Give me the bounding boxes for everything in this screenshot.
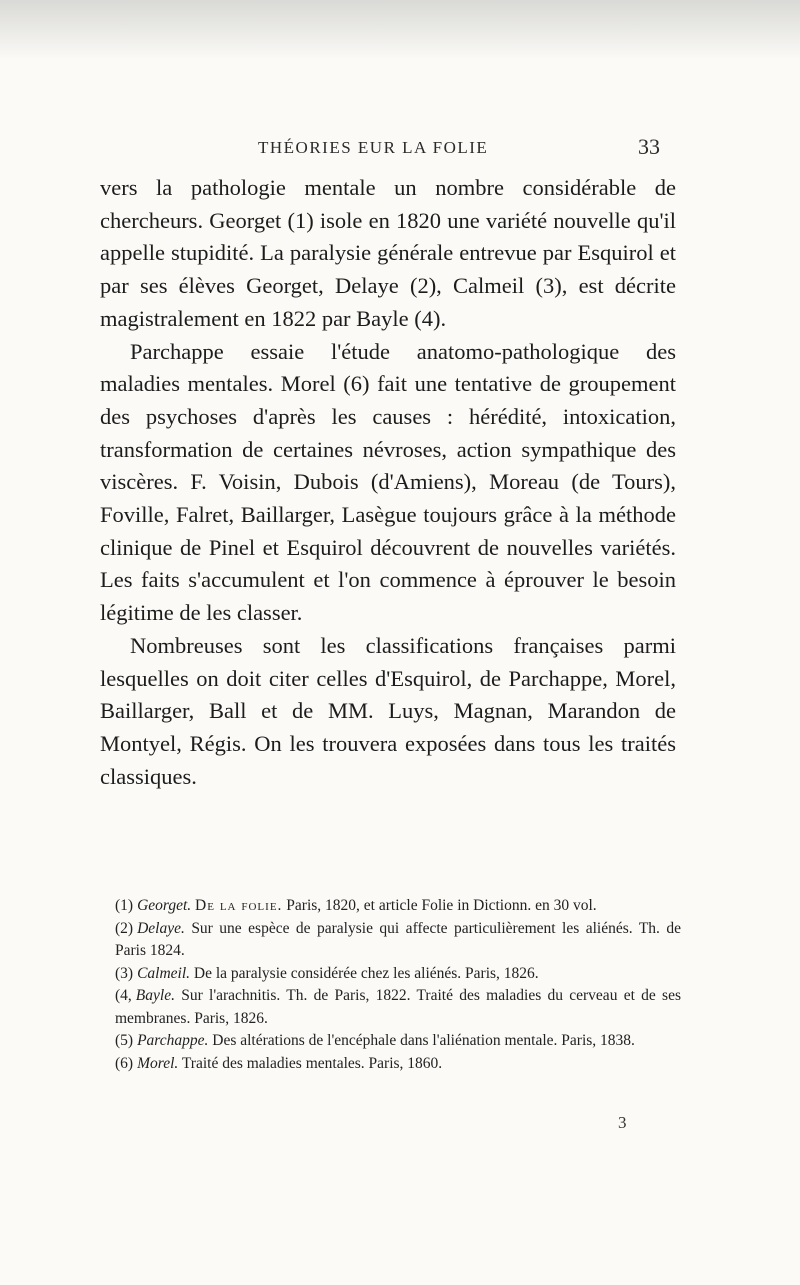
signature-mark: 3 [618,1113,627,1132]
running-title: THÉORIES EUR LA FOLIE [258,138,489,157]
footnote-1: (1) Georget. De la folie. Paris, 1820, et article Folie in Dictionn. en 30 vol. [115,897,597,914]
paragraph-1: vers la pathologie mentale un nombre considérable de chercheurs. Georget (1) isole en 1820 une variété nouvelle qu'il appelle stupidité. La paralysie générale entrevue par Esquirol et par ses élèves Georget, Delaye (2), Calmeil (3), est décrite magistralement en 1822 par Bayle (4). [100,175,676,331]
footnote-5: (5) Parchappe. Des altérations de l'encéphale dans l'aliénation mentale. Paris, 1838. [115,1032,635,1049]
scan-shadow [0,0,800,60]
body-text [100,172,676,793]
paragraph-3: Nombreuses sont les classifications françaises parmi lesquelles on doit citer celles d'Esquirol, de Parchappe, Morel, Baillarger, Ball et de MM. Luys, Magnan, Marandon de Montyel, Régis. On les trouvera exposées dans tous les traités classiques. [100,632,676,789]
page-header [100,134,660,166]
footnote-6: (6) Morel. Traité des maladies mentales. Paris, 1860. [115,1054,443,1072]
footnote-3: (3) Calmeil. De la paralysie considérée chez les aliénés. Paris, 1826. [115,964,539,982]
footnotes [115,895,681,1075]
footnote-2: (2) Delaye. Sur une espèce de paralysie qui affecte particulièrement les aliénés. Th. de Paris 1824. [115,919,682,959]
paragraph-2: Parchappe essaie l'étude anatomo-pathologique des maladies mentales. Morel (6) fait une tentative de groupement des psychoses d'après les causes : hérédité, intoxication, transformation de certaines névroses, action sympathique des viscères. F. Voisin, Dubois (d'Amiens), Moreau (de Tours), Foville, Falret, Baillarger, Lasègue toujours grâce à la méthode clinique de Pinel et Esquirol découvrent de nouvelles variétés. Les faits s'accumulent et l'on commence à éprouver le besoin légitime de les classer. [100,338,676,626]
page-number: 33 [638,134,660,159]
footnote-4: (4, Bayle. Sur l'arachnitis. Th. de Paris, 1822. Traité des maladies du cerveau et de ses membranes. Paris, 1826. [115,987,681,1027]
